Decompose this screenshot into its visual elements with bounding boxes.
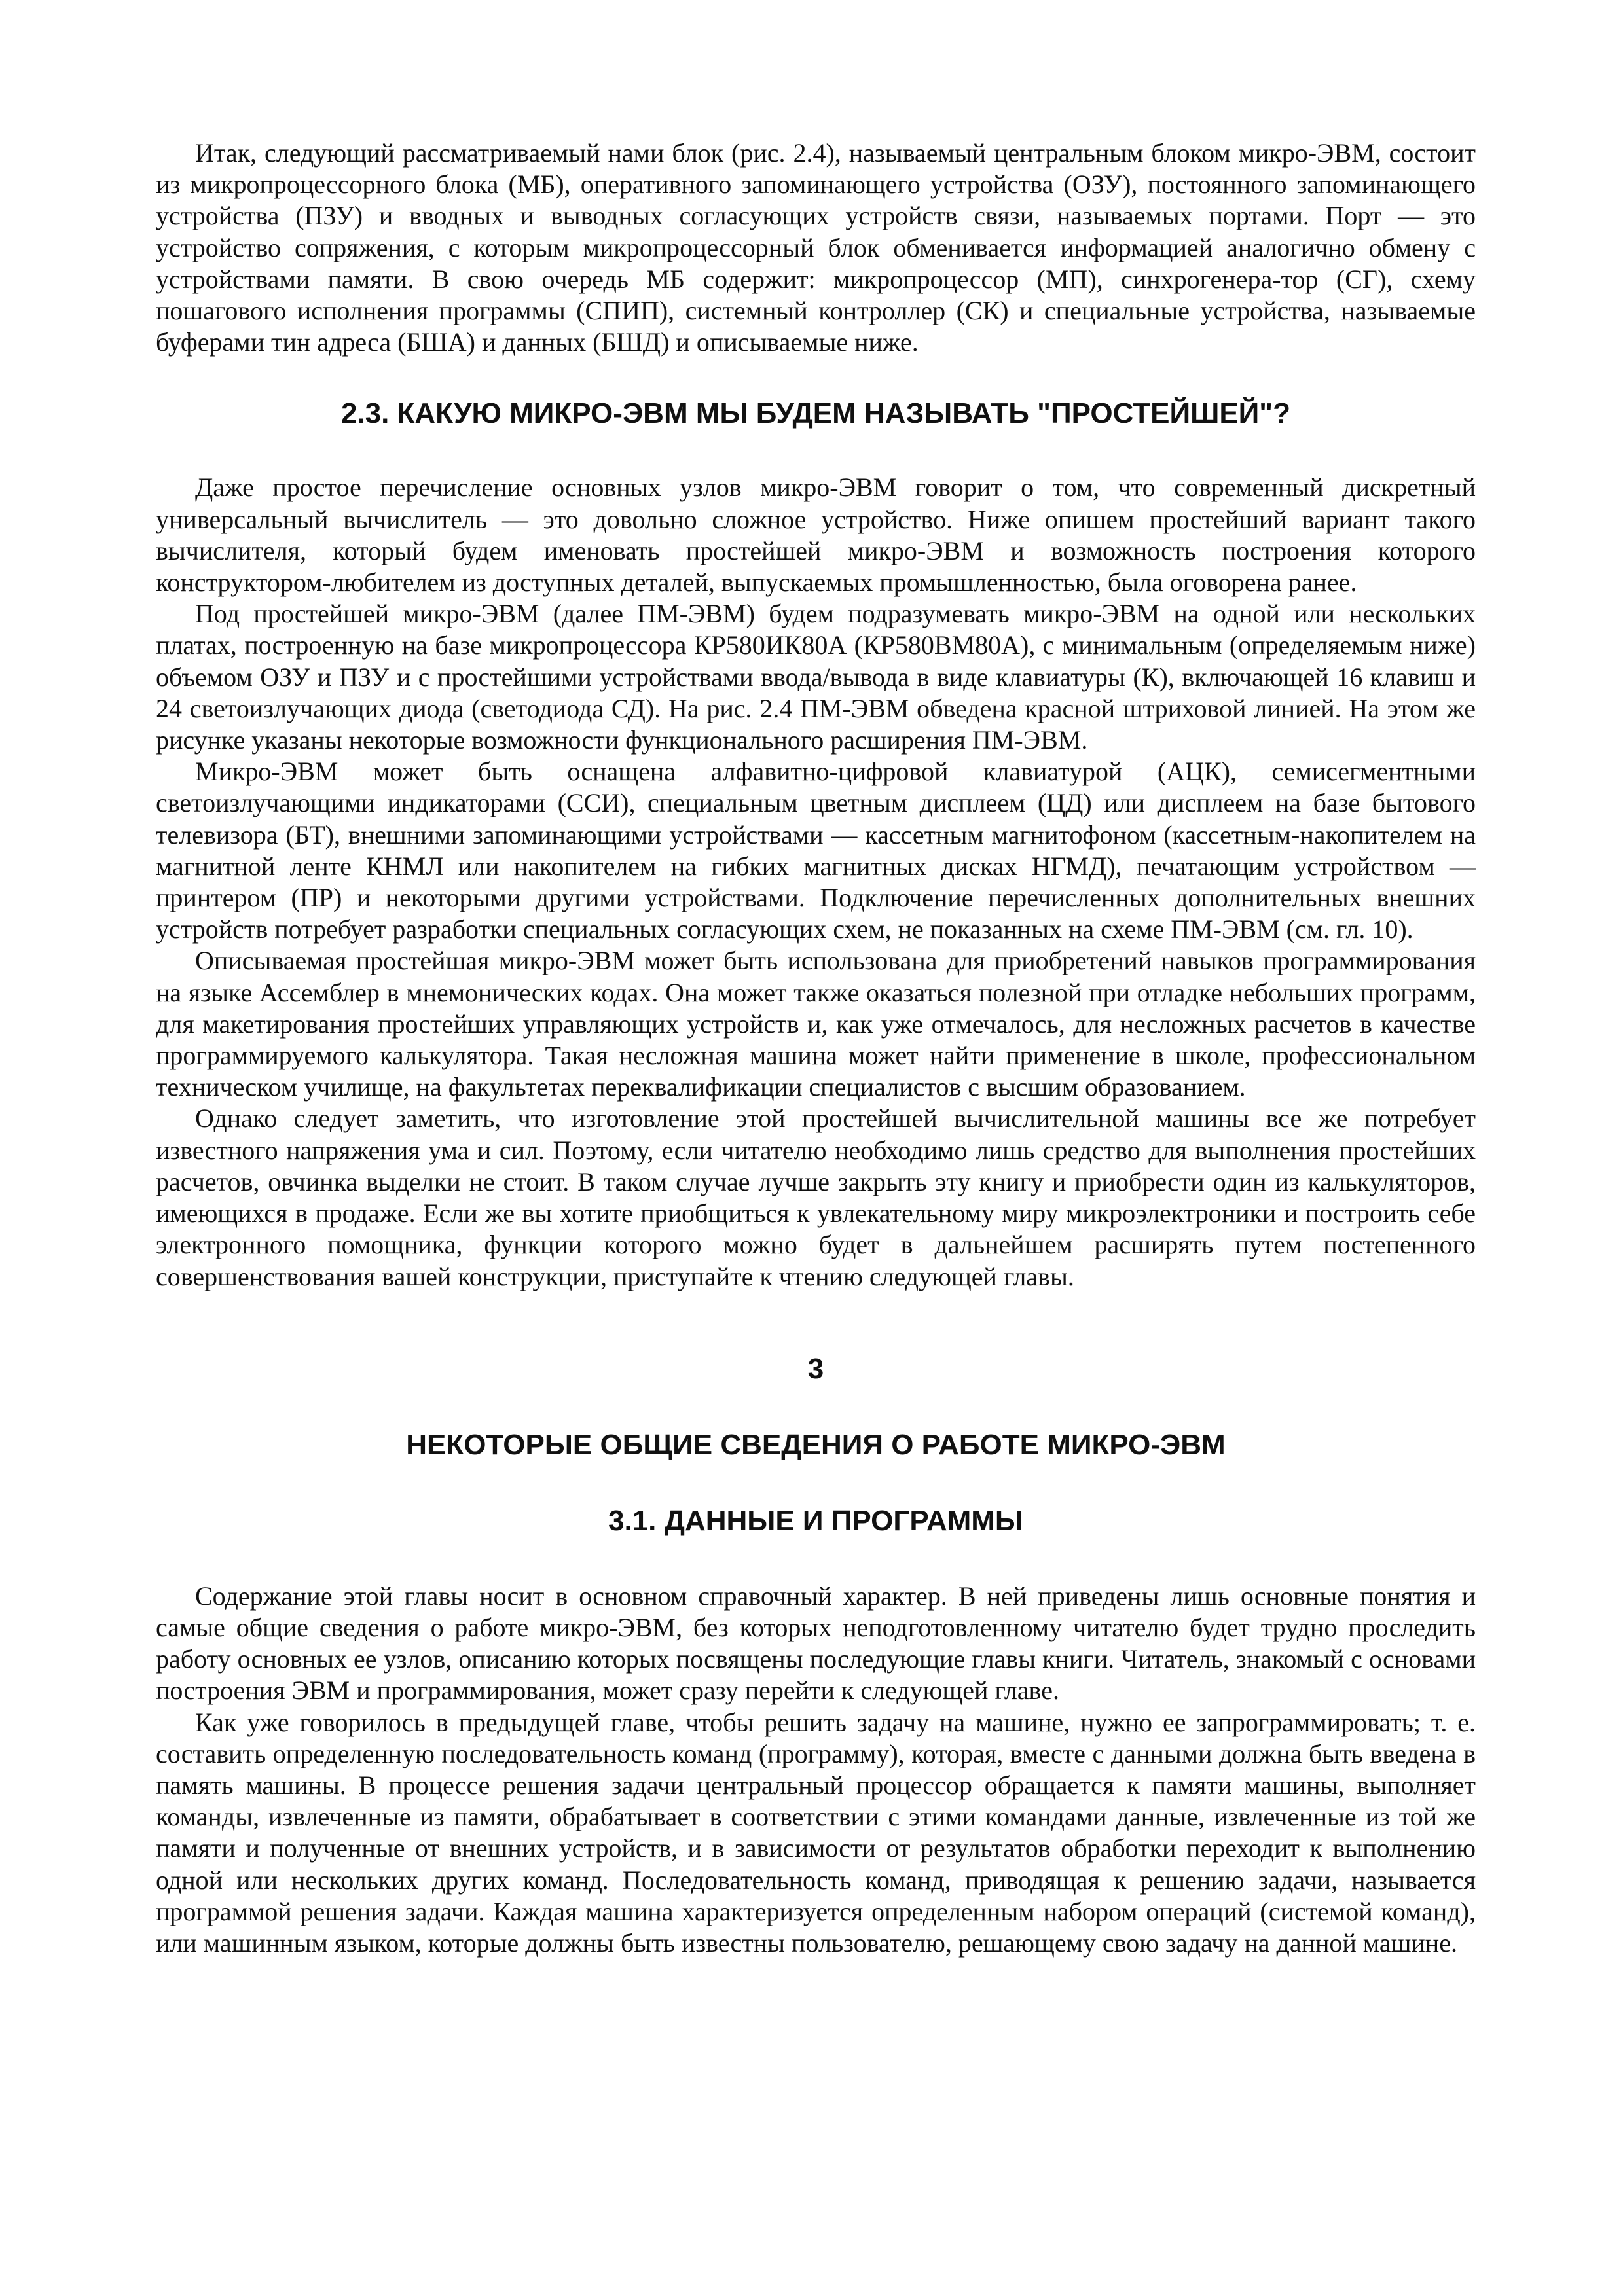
section-2-3-paragraph-1: Даже простое перечисление основных узлов микро-ЭВМ говорит о том, что современный дискретный универсальный вычислитель — это довольно сложное устройство. Ниже опишем простейший вариант такого вычислителя, который будем именовать простейшей микро-ЭВМ и возможность построения которого конструктором-любителем из доступных деталей, выпускаемых промышленностью, была оговорена ранее. [156,473,1476,598]
intro-paragraph: Итак, следующий рассматриваемый нами блок (рис. 2.4), называемый центральным блоком микро-ЭВМ, состоит из микропроцессорного блока (МБ), оперативного запоминающего устройства (ОЗУ), постоянного запоминающего устройства (ПЗУ) и вводных и выводных согласующих устройств связи, называемых портами. Порт — это устройство сопряжения, с которым микропроцессорный блок обменивается информацией аналогично обмену с устройствами памяти. В свою очередь МБ содержит: микропроцессор (МП), синхрогенера-тор (СГ), схему пошагового исполнения программы (СПИП), системный контроллер (СК) и специальные устройства, называемые буферами тин адреса (БША) и данных (БШД) и описываемые ниже. [156,138,1476,357]
section-3-1-paragraph-2: Как уже говорилось в предыдущей главе, чтобы решить задачу на машине, нужно ее запрограммировать; т. е. составить определенную последовательность команд (программу), которая, вместе с данными должна быть введена в память машины. В процессе решения задачи центральный процессор обращается к памяти машины, выполняет команды, извлеченные из памяти, обрабатывает в соответствии с этими командами данные, извлеченные из той же памяти и полученные от внешних устройств, и в зависимости от результатов обработки переходит к выполнению одной или нескольких других команд. Последовательность команд, приводящая к решению задачи, называется программой решения задачи. Каждая машина характеризуется определенным набором операций (системой команд), или машинным языком, которые должны быть известны пользователю, решающему свою задачу на данной машине. [156,1707,1476,1958]
section-2-3-paragraph-3: Микро-ЭВМ может быть оснащена алфавитно-цифровой клавиатурой (АЦК), семисегментными светоизлучающими индикаторами (ССИ), специальным цветным дисплеем (ЦД) или дисплеем на базе бытового телевизора (БТ), внешними запоминающими устройствами — кассетным магнитофоном (кассетным-накопителем на магнитной ленте КНМЛ или накопителем на гибких магнитных дисках НГМД), печатающим устройством — принтером (ПР) и некоторыми другими устройствами. Подключение перечисленных дополнительных внешних устройств потребует разработки специальных согласующих схем, не показанных на схеме ПМ-ЭВМ (см. гл. 10). [156,757,1476,944]
chapter-title: НЕКОТОРЫЕ ОБЩИЕ СВЕДЕНИЯ О РАБОТЕ МИКРО-ЭВМ [406,1428,1226,1461]
section-2-3-paragraph-4: Описываемая простейшая микро-ЭВМ может быть использована для приобретений навыков программирования на языке Ассемблер в мнемонических кодах. Она может также оказаться полезной при отладке небольших программ, для макетирования простейших управляющих устройств и, как уже отмечалось, для несложных расчетов в качестве программируемого калькулятора. Такая несложная машина может найти применение в школе, профессиональном техническом училище, на факультетах переквалификации специалистов с высшим образованием. [156,946,1476,1102]
section-3-1-paragraph-1: Содержание этой главы носит в основном справочный характер. В ней приведены лишь основные понятия и самые общие сведения о работе микро-ЭВМ, без которых неподготовленному читателю будет трудно проследить работу основных ее узлов, описанию которых посвящены последующие главы книги. Читатель, знакомый с основами построения ЭВМ и программирования, может сразу перейти к следующей главе. [156,1581,1476,1706]
document-page [156,137,1476,1959]
section-3-1-heading: 3.1. ДАННЫЕ И ПРОГРАММЫ [608,1504,1023,1537]
chapter-number: 3 [807,1352,824,1385]
section-2-3-paragraph-5: Однако следует заметить, что изготовление этой простейшей вычислительной машины все же потребует известного напряжения ума и сил. Поэтому, если читателю необходимо лишь средство для выполнения простейших расчетов, овчинка выделки не стоит. В таком случае лучше закрыть эту книгу и приобрести один из калькуляторов, имеющихся в продаже. Если же вы хотите приобщиться к увлекательному миру микроэлектроники и построить себе электронного помощника, функции которого можно будет в дальнейшем расширять путем постепенного совершенствования вашей конструкции, приступайте к чтению следующей главы. [156,1103,1476,1291]
section-2-3-heading: 2.3. КАКУЮ МИКРО-ЭВМ МЫ БУДЕМ НАЗЫВАТЬ "ПРОСТЕЙШЕЙ"? [340,397,1291,430]
section-2-3-paragraph-2: Под простейшей микро-ЭВМ (далее ПМ-ЭВМ) будем подразумевать микро-ЭВМ на одной или нескольких платах, построенную на базе микропроцессора КР580ИК80А (КР580ВМ80А), с минимальным (определяемым ниже) объемом ОЗУ и ПЗУ и с простейшими устройствами ввода/вывода в виде клавиатуры (К), включающей 16 клавиш и 24 светоизлучающих диода (светодиода СД). На рис. 2.4 ПМ-ЭВМ обведена красной штриховой линией. На этом же рисунке указаны некоторые возможности функционального расширения ПМ-ЭВМ. [156,599,1476,755]
